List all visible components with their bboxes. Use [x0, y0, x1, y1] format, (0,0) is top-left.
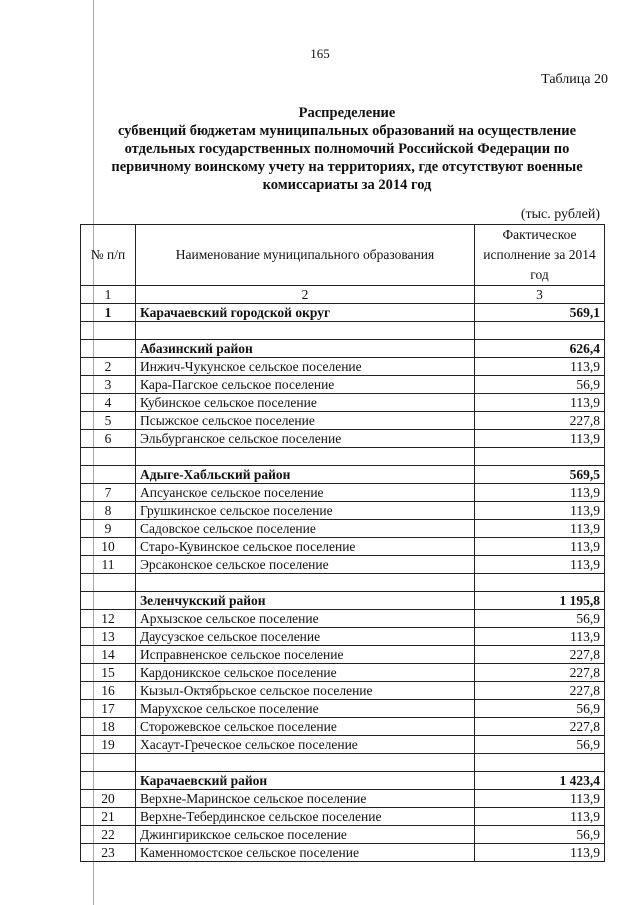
row-number: 14 [81, 646, 136, 664]
municipality-name: Инжич-Чукунское сельское поселение [136, 358, 475, 376]
table-row [81, 538, 605, 556]
row-number: 12 [81, 610, 136, 628]
municipality-name: Хасаут-Греческое сельское поселение [136, 736, 475, 754]
municipality-name: Марухское сельское поселение [136, 700, 475, 718]
spacer-cell [81, 574, 136, 592]
municipality-name: Грушкинское сельское поселение [136, 502, 475, 520]
municipality-name: Джингирикское сельское поселение [136, 826, 475, 844]
row-number: 15 [81, 664, 136, 682]
municipality-name: Даусузское сельское поселение [136, 628, 475, 646]
municipality-name: Кызыл-Октябрьское сельское поселение [136, 682, 475, 700]
amount-value: 113,9 [475, 502, 605, 520]
municipality-name: Верхне-Маринское сельское поселение [136, 790, 475, 808]
table-row [81, 718, 605, 736]
district-row [81, 592, 605, 610]
header-value: Фактическое исполнение за 2014 год [475, 225, 605, 286]
row-number: 6 [81, 430, 136, 448]
amount-value: 113,9 [475, 430, 605, 448]
municipality-name: Верхне-Тебердинское сельское поселение [136, 808, 475, 826]
table-row [81, 664, 605, 682]
title-line: первичному воинскому учету на территориях, где отсутствуют военные [111, 159, 583, 175]
amount-value: 113,9 [475, 556, 605, 574]
row-number: 4 [81, 394, 136, 412]
spacer-row [81, 574, 605, 592]
row-number [81, 466, 136, 484]
amount-value: 227,8 [475, 682, 605, 700]
row-number: 16 [81, 682, 136, 700]
row-number: 21 [81, 808, 136, 826]
amount-value: 113,9 [475, 628, 605, 646]
row-number: 20 [81, 790, 136, 808]
table-row [81, 376, 605, 394]
table-row [81, 394, 605, 412]
row-number: 18 [81, 718, 136, 736]
amount-value: 56,9 [475, 736, 605, 754]
table-row [81, 844, 605, 862]
row-number: 13 [81, 628, 136, 646]
row-number [81, 772, 136, 790]
amount-value: 569,1 [475, 304, 605, 322]
municipality-name: Зеленчукский район [136, 592, 475, 610]
title-line: отдельных государственных полномочий Российской Федерации по [124, 141, 570, 157]
spacer-cell [475, 574, 605, 592]
amount-value: 113,9 [475, 844, 605, 862]
municipality-name: Кара-Пагское сельское поселение [136, 376, 475, 394]
table-row [81, 826, 605, 844]
table-row [81, 502, 605, 520]
row-number: 5 [81, 412, 136, 430]
table-row [81, 610, 605, 628]
table-row [81, 430, 605, 448]
amount-value: 227,8 [475, 412, 605, 430]
table-row [81, 358, 605, 376]
municipality-name: Каменномостское сельское поселение [136, 844, 475, 862]
spacer-row [81, 322, 605, 340]
table-row [81, 412, 605, 430]
amount-value: 113,9 [475, 520, 605, 538]
municipality-name: Старо-Кувинское сельское поселение [136, 538, 475, 556]
title-line: Распределение [298, 105, 396, 121]
page-number: 165 [310, 46, 330, 61]
amount-value: 56,9 [475, 610, 605, 628]
title-line: комиссариаты за 2014 год [262, 177, 432, 193]
row-number: 7 [81, 484, 136, 502]
spacer-row [81, 754, 605, 772]
table-row [81, 736, 605, 754]
column-index: 2 [136, 286, 475, 304]
row-number: 22 [81, 826, 136, 844]
amount-value: 113,9 [475, 394, 605, 412]
table-row [81, 484, 605, 502]
header-num: № п/п [81, 225, 136, 286]
row-number: 17 [81, 700, 136, 718]
spacer-cell [81, 754, 136, 772]
column-index-row [81, 286, 605, 304]
amount-value: 626,4 [475, 340, 605, 358]
amount-value: 1 423,4 [475, 772, 605, 790]
row-number: 23 [81, 844, 136, 862]
municipality-name: Карачаевский городской округ [136, 304, 475, 322]
amount-value: 113,9 [475, 484, 605, 502]
row-number: 11 [81, 556, 136, 574]
amount-value: 1 195,8 [475, 592, 605, 610]
row-number: 9 [81, 520, 136, 538]
amount-value: 227,8 [475, 718, 605, 736]
table-header-row [81, 225, 605, 286]
table-body [81, 304, 605, 862]
row-number: 8 [81, 502, 136, 520]
document-title [92, 104, 602, 194]
table-row [81, 520, 605, 538]
row-number: 3 [81, 376, 136, 394]
municipality-name: Садовское сельское поселение [136, 520, 475, 538]
table-label: Таблица 20 [541, 72, 608, 87]
amount-value: 227,8 [475, 664, 605, 682]
amount-value: 227,8 [475, 646, 605, 664]
column-index: 3 [475, 286, 605, 304]
municipality-name: Сторожевское сельское поселение [136, 718, 475, 736]
spacer-cell [475, 448, 605, 466]
district-row [81, 304, 605, 322]
municipality-name: Адыге-Хабльский район [136, 466, 475, 484]
amount-value: 569,5 [475, 466, 605, 484]
spacer-cell [136, 322, 475, 340]
header-name: Наименование муниципального образования [136, 225, 475, 286]
municipality-name: Кубинское сельское поселение [136, 394, 475, 412]
spacer-cell [81, 322, 136, 340]
table-row [81, 790, 605, 808]
district-row [81, 466, 605, 484]
column-index: 1 [81, 286, 136, 304]
municipality-name: Эльбурганское сельское поселение [136, 430, 475, 448]
municipality-name: Кардоникское сельское поселение [136, 664, 475, 682]
spacer-cell [475, 754, 605, 772]
table-row [81, 808, 605, 826]
row-number [81, 592, 136, 610]
spacer-row [81, 448, 605, 466]
amount-value: 113,9 [475, 808, 605, 826]
row-number: 10 [81, 538, 136, 556]
amount-value: 113,9 [475, 538, 605, 556]
amount-value: 56,9 [475, 826, 605, 844]
table-row [81, 556, 605, 574]
spacer-cell [136, 574, 475, 592]
table-row [81, 646, 605, 664]
district-row [81, 340, 605, 358]
row-number: 1 [81, 304, 136, 322]
spacer-cell [81, 448, 136, 466]
distribution-table [80, 224, 605, 862]
amount-value: 113,9 [475, 790, 605, 808]
amount-value: 113,9 [475, 358, 605, 376]
row-number [81, 340, 136, 358]
spacer-cell [475, 322, 605, 340]
amount-value: 56,9 [475, 376, 605, 394]
title-line: субвенций бюджетам муниципальных образований на осуществление [117, 123, 577, 139]
municipality-name: Апсуанское сельское поселение [136, 484, 475, 502]
municipality-name: Абазинский район [136, 340, 475, 358]
units-note: (тыс. рублей) [520, 207, 600, 222]
row-number: 19 [81, 736, 136, 754]
row-number: 2 [81, 358, 136, 376]
municipality-name: Псыжское сельское поселение [136, 412, 475, 430]
table-row [81, 700, 605, 718]
table-row [81, 682, 605, 700]
spacer-cell [136, 448, 475, 466]
municipality-name: Исправненское сельское поселение [136, 646, 475, 664]
district-row [81, 772, 605, 790]
municipality-name: Эрсаконское сельское поселение [136, 556, 475, 574]
municipality-name: Карачаевский район [136, 772, 475, 790]
municipality-name: Архызское сельское поселение [136, 610, 475, 628]
table-row [81, 628, 605, 646]
amount-value: 56,9 [475, 700, 605, 718]
spacer-cell [136, 754, 475, 772]
